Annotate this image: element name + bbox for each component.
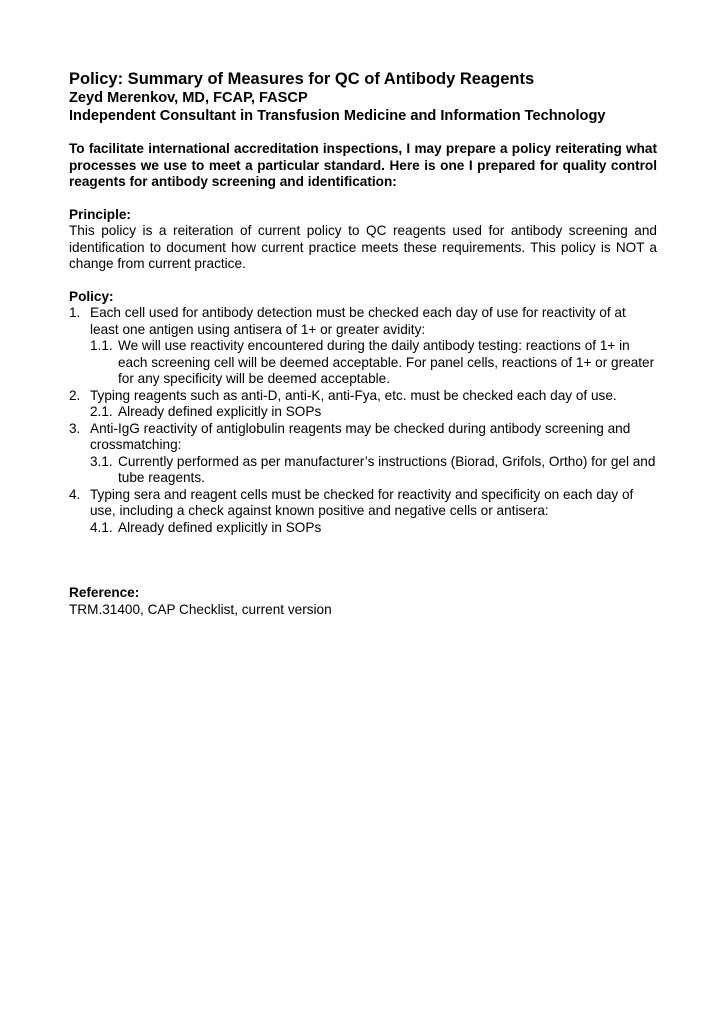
- policy-subitem-number: 1.1.: [90, 338, 113, 353]
- policy-subitem-text: Already defined explicitly in SOPs: [118, 519, 322, 535]
- policy-subitem-number: 3.1.: [90, 453, 113, 469]
- policy-subitem-text: Currently performed as per manufacturer’s instructions (Biorad, Grifols, Ortho) for gel and tube reagents.: [118, 453, 656, 485]
- principle-text: This policy is a reiteration of current policy to QC reagents used for antibody screening and identification to document how current practice meets these requirements. This policy is NOT a change from current practice.: [69, 223, 657, 271]
- intro-paragraph: To facilitate international accreditation inspections, I may prepare a policy reiterating what processes we use to meet a particular standard. Here is one I prepared for quality control reagents for antibody screening and identification:: [69, 141, 657, 189]
- policy-item-1: [69, 305, 657, 388]
- policy-sublist: [90, 404, 657, 421]
- author-name: Zeyd Merenkov, MD, FCAP, FASCP: [69, 90, 308, 106]
- policy-subitem-1-1: [90, 338, 657, 388]
- policy-item-4: [69, 487, 657, 537]
- document-page: [69, 70, 657, 618]
- policy-item-number: 3.: [69, 420, 81, 436]
- document-title: Policy: Summary of Measures for QC of Antibody Reagents: [69, 70, 535, 88]
- policy-sublist: [90, 454, 657, 487]
- policy-item-number: 1.: [69, 305, 81, 320]
- policy-subitem-number: 2.1.: [90, 404, 113, 419]
- reference-text: TRM.31400, CAP Checklist, current version: [69, 601, 332, 617]
- policy-subitem-text: We will use reactivity encountered during the daily antibody testing: reactions of 1+ in each screening cell will be deemed acceptable. For panel cells, reactions of 1+ or greater for any specificity will be deemed acceptable.: [118, 338, 655, 386]
- principle-heading: Principle:: [69, 206, 131, 222]
- policy-item-number: 2.: [69, 387, 81, 403]
- reference-section: [69, 585, 657, 618]
- policy-section: [69, 289, 657, 537]
- policy-list: [69, 305, 657, 536]
- policy-item-number: 4.: [69, 486, 81, 502]
- policy-sublist: [90, 520, 657, 537]
- policy-item-text: Anti-IgG reactivity of antiglobulin reagents may be checked during antibody screening and crossmatching:: [90, 420, 631, 452]
- author-affiliation: Independent Consultant in Transfusion Medicine and Information Technology: [69, 108, 606, 124]
- policy-item-text: Typing reagents such as anti-D, anti-K, anti-Fya, etc. must be checked each day of use.: [90, 387, 617, 403]
- policy-subitem-2-1: [90, 404, 657, 421]
- policy-item-3: [69, 421, 657, 487]
- policy-sublist: [90, 338, 657, 388]
- policy-subitem-text: Already defined explicitly in SOPs: [118, 404, 322, 419]
- principle-section: [69, 207, 657, 273]
- reference-heading: Reference:: [69, 585, 140, 600]
- policy-heading: Policy:: [69, 288, 114, 304]
- policy-subitem-number: 4.1.: [90, 519, 113, 535]
- policy-item-text: Each cell used for antibody detection must be checked each day of use for reactivity of at least one antigen using antisera of 1+ or greater avidity:: [90, 305, 626, 337]
- policy-subitem-4-1: [90, 520, 657, 537]
- policy-item-2: [69, 388, 657, 421]
- policy-subitem-3-1: [90, 454, 657, 487]
- policy-item-text: Typing sera and reagent cells must be checked for reactivity and specificity on each day of use, including a check against known positive and negative cells or antisera:: [90, 486, 634, 518]
